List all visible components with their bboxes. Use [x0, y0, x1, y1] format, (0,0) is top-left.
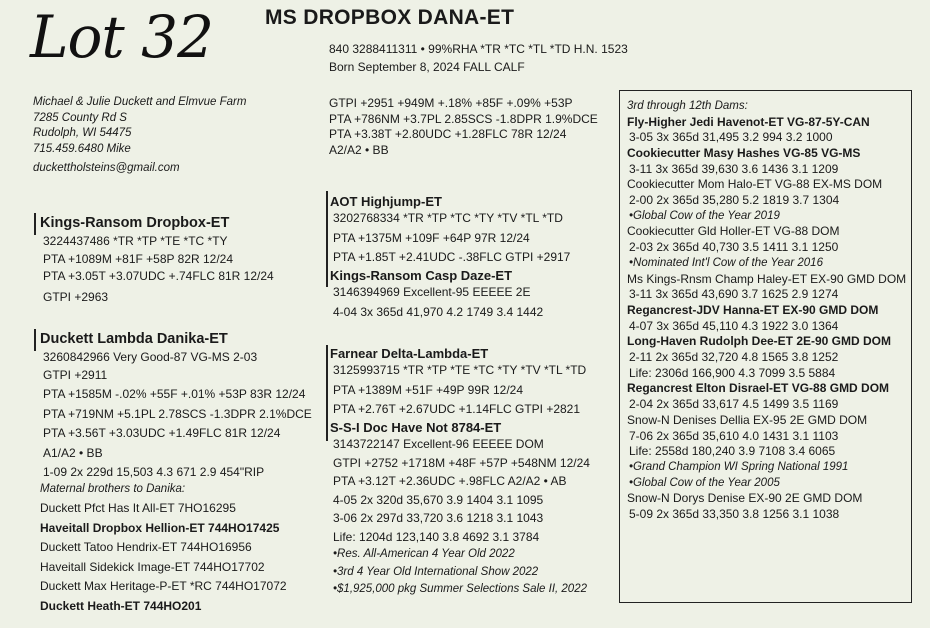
brother-item: Haveitall Dropbox Hellion-ET 744HO17425	[40, 520, 280, 535]
dam-record: 2-04 2x 365d 33,617 4.5 1499 3.5 1169	[629, 397, 839, 412]
dam-name: Cookiecutter Mom Halo-ET VG-88 EX-MS DOM	[627, 177, 883, 192]
stat-line: PTA +3.38T +2.80UDC +1.28FLC 78R 12/24	[329, 127, 567, 141]
sire-sire-line: PTA +1.85T +2.41UDC -.38FLC GTPI +2917	[333, 250, 571, 264]
dams-header: 3rd through 12th Dams:	[627, 100, 748, 112]
dam-name: Fly-Higher Jedi Havenot-ET VG-87-5Y-CAN	[627, 114, 870, 129]
dam-record: 4-07 3x 365d 45,110 4.3 1922 3.0 1364	[629, 318, 839, 333]
dam-name: Cookiecutter Gld Holler-ET VG-88 DOM	[627, 224, 840, 239]
sire-sire-name: AOT Highjump-ET	[330, 194, 442, 209]
dam-name: Cookiecutter Masy Hashes VG-85 VG-MS	[627, 145, 861, 160]
dam-sire-line: PTA +1389M +51F +49P 99R 12/24	[333, 382, 524, 397]
dam-dam-line: 3143722147 Excellent-96 EEEEE DOM	[333, 437, 544, 451]
breeder-city: Rudolph, WI 54475	[33, 127, 132, 139]
stat-line: A2/A2 • BB	[329, 142, 389, 157]
dam-record: Life: 2306d 166,900 4.3 7099 3.5 5884	[629, 365, 836, 380]
dams-list	[620, 91, 911, 523]
dam-record: 2-00 2x 365d 35,280 5.2 1819 3.7 1304	[629, 193, 840, 208]
brothers-label: Maternal brothers to Danika:	[40, 482, 186, 495]
sire-line: PTA +3.05T +3.07UDC +.74FLC 81R 12/24	[43, 269, 274, 283]
dam-note: •Global Cow of the Year 2019	[629, 209, 780, 222]
sire-name: Kings-Ransom Dropbox-ET	[40, 215, 230, 231]
dam-line: PTA +3.56T +3.03UDC +1.49FLC 81R 12/24	[43, 426, 281, 440]
dam-name: Long-Haven Rudolph Dee-ET 2E-90 GMD DOM	[627, 334, 892, 349]
sire-sire-block	[330, 192, 570, 266]
dam-dam-name: S-S-I Doc Have Not 8784-ET	[330, 420, 502, 435]
lot-number: Lot 32	[30, 3, 213, 71]
dam-dam-line: 4-05 2x 320d 35,670 3.9 1404 3.1 1095	[333, 492, 544, 507]
dam-record: 2-03 2x 365d 40,730 3.5 1411 3.1 1250	[629, 240, 839, 255]
sire-sire-line: 3202768334 *TR *TP *TC *TY *TV *TL *TD	[333, 211, 563, 225]
stat-line: GTPI +2951 +949M +.18% +85F +.09% +53P	[329, 96, 573, 110]
dam-line: 1-09 2x 229d 15,503 4.3 671 2.9 454"RIP	[43, 465, 265, 479]
dam-rule	[34, 329, 36, 351]
dam-dam-note: •3rd 4 Year Old International Show 2022	[333, 565, 539, 578]
brother-item: Duckett Tatoo Hendrix-ET 744HO16956	[40, 540, 252, 554]
brother-item: Duckett Max Heritage-P-ET *RC 744HO17072	[40, 579, 287, 593]
brother-item: Duckett Pfct Has It All-ET 7HO16295	[40, 501, 236, 515]
sire-dam-line: 3146394969 Excellent-95 EEEEE 2E	[333, 285, 531, 299]
sire-sire-line: PTA +1375M +109F +64P 97R 12/24	[333, 230, 530, 245]
breeder-phone: 715.459.6480 Mike	[33, 142, 131, 155]
main-stats	[329, 96, 598, 158]
sire-block	[40, 214, 274, 305]
breeder-contact	[33, 95, 246, 177]
sire-rule	[34, 213, 36, 235]
sire-line: 3224437486 *TR *TP *TE *TC *TY	[43, 234, 228, 248]
dam-line: PTA +1585M -.02% +55F +.01% +53P 83R 12/24	[43, 387, 306, 401]
breeder-email: duckettholsteins@gmail.com	[33, 162, 180, 174]
dam-line: 3260842966 Very Good-87 VG-MS 2-03	[43, 350, 258, 364]
dam-side-rule	[326, 345, 328, 441]
brother-item: Haveitall Sidekick Image-ET 744HO17702	[40, 559, 265, 574]
sire-line: GTPI +2963	[43, 289, 109, 304]
stat-line: PTA +786NM +3.7PL 2.85SCS -1.8DPR 1.9%DCE	[329, 111, 598, 126]
dam-name: Snow-N Denises Dellia EX-95 2E GMD DOM	[627, 412, 868, 427]
dam-dam-line: Life: 1204d 123,140 3.8 4692 3.1 3784	[333, 529, 540, 544]
brother-item: Duckett Heath-ET 744HO201	[40, 598, 202, 613]
sire-dam-line: 4-04 3x 365d 41,970 4.2 1749 3.4 1442	[333, 304, 544, 319]
sire-side-rule	[326, 191, 328, 287]
dam-line: GTPI +2911	[43, 367, 108, 382]
dam-sire-block	[330, 344, 586, 418]
dam-note: •Grand Champion WI Spring National 1991	[629, 460, 849, 473]
dam-record: 5-09 2x 365d 33,350 3.8 1256 3.1 1038	[629, 507, 840, 522]
dam-record: 3-11 3x 365d 39,630 3.6 1436 3.1 1209	[629, 161, 839, 176]
dam-record: 3-11 3x 365d 43,690 3.7 1625 2.9 1274	[629, 287, 839, 302]
sire-dam-block	[330, 266, 543, 320]
dam-dam-note: •Res. All-American 4 Year Old 2022	[333, 548, 515, 560]
dam-line: PTA +719NM +5.1PL 2.78SCS -1.3DPR 2.1%DCE	[43, 406, 312, 421]
dam-record: Life: 2558d 180,240 3.9 7108 3.4 6065	[629, 444, 836, 459]
dam-name: Ms Kings-Rnsm Champ Haley-ET EX-90 GMD DOM	[627, 271, 907, 286]
sire-dam-name: Kings-Ransom Casp Daze-ET	[330, 268, 513, 283]
dam-sire-line: PTA +2.76T +2.67UDC +1.14FLC GTPI +2821	[333, 402, 581, 416]
breeder-name: Michael & Julie Duckett and Elmvue Farm	[33, 96, 247, 108]
registration-line: 840 3288411311 • 99%RHA *TR *TC *TL *TD H.N. 1523	[329, 42, 628, 56]
dam-name: Regancrest-JDV Hanna-ET EX-90 GMD DOM	[627, 302, 879, 317]
dam-record: 2-11 2x 365d 32,720 4.8 1565 3.8 1252	[629, 350, 839, 365]
dam-record: 3-05 3x 365d 31,495 3.2 994 3.2 1000	[629, 130, 833, 145]
dam-name: Duckett Lambda Danika-ET	[40, 331, 228, 347]
dam-name: Regancrest Elton Disrael-ET VG-88 GMD DOM	[627, 381, 890, 396]
extended-dams-box	[619, 90, 912, 603]
breeder-address: 7285 County Rd S	[33, 111, 127, 124]
dam-dam-line: 3-06 2x 297d 33,720 3.6 1218 3.1 1043	[333, 511, 544, 525]
dam-note: •Nominated Int'l Cow of the Year 2016	[629, 256, 823, 269]
dam-block	[40, 330, 312, 614]
sire-line: PTA +1089M +81F +58P 82R 12/24	[43, 251, 234, 266]
dam-name: Snow-N Dorys Denise EX-90 2E GMD DOM	[627, 491, 863, 506]
dam-dam-block	[330, 418, 590, 598]
dam-dam-line: GTPI +2752 +1718M +48F +57P +548NM 12/24	[333, 455, 590, 470]
dam-dam-note: •$1,925,000 pkg Summer Selections Sale II, 2022	[333, 583, 587, 595]
animal-name: MS DROPBOX DANA-ET	[265, 6, 515, 29]
dam-record: 7-06 2x 365d 35,610 4.0 1431 3.1 1103	[629, 428, 839, 443]
dam-sire-name: Farnear Delta-Lambda-ET	[330, 346, 489, 361]
dam-sire-line: 3125993715 *TR *TP *TE *TC *TY *TV *TL *TD	[333, 363, 587, 377]
birth-line: Born September 8, 2024 FALL CALF	[329, 60, 525, 74]
dam-line: A1/A2 • BB	[43, 445, 103, 460]
dam-note: •Global Cow of the Year 2005	[629, 476, 780, 489]
dam-dam-line: PTA +3.12T +2.36UDC +.98FLC A2/A2 • AB	[333, 474, 567, 488]
brothers-list	[40, 501, 312, 614]
